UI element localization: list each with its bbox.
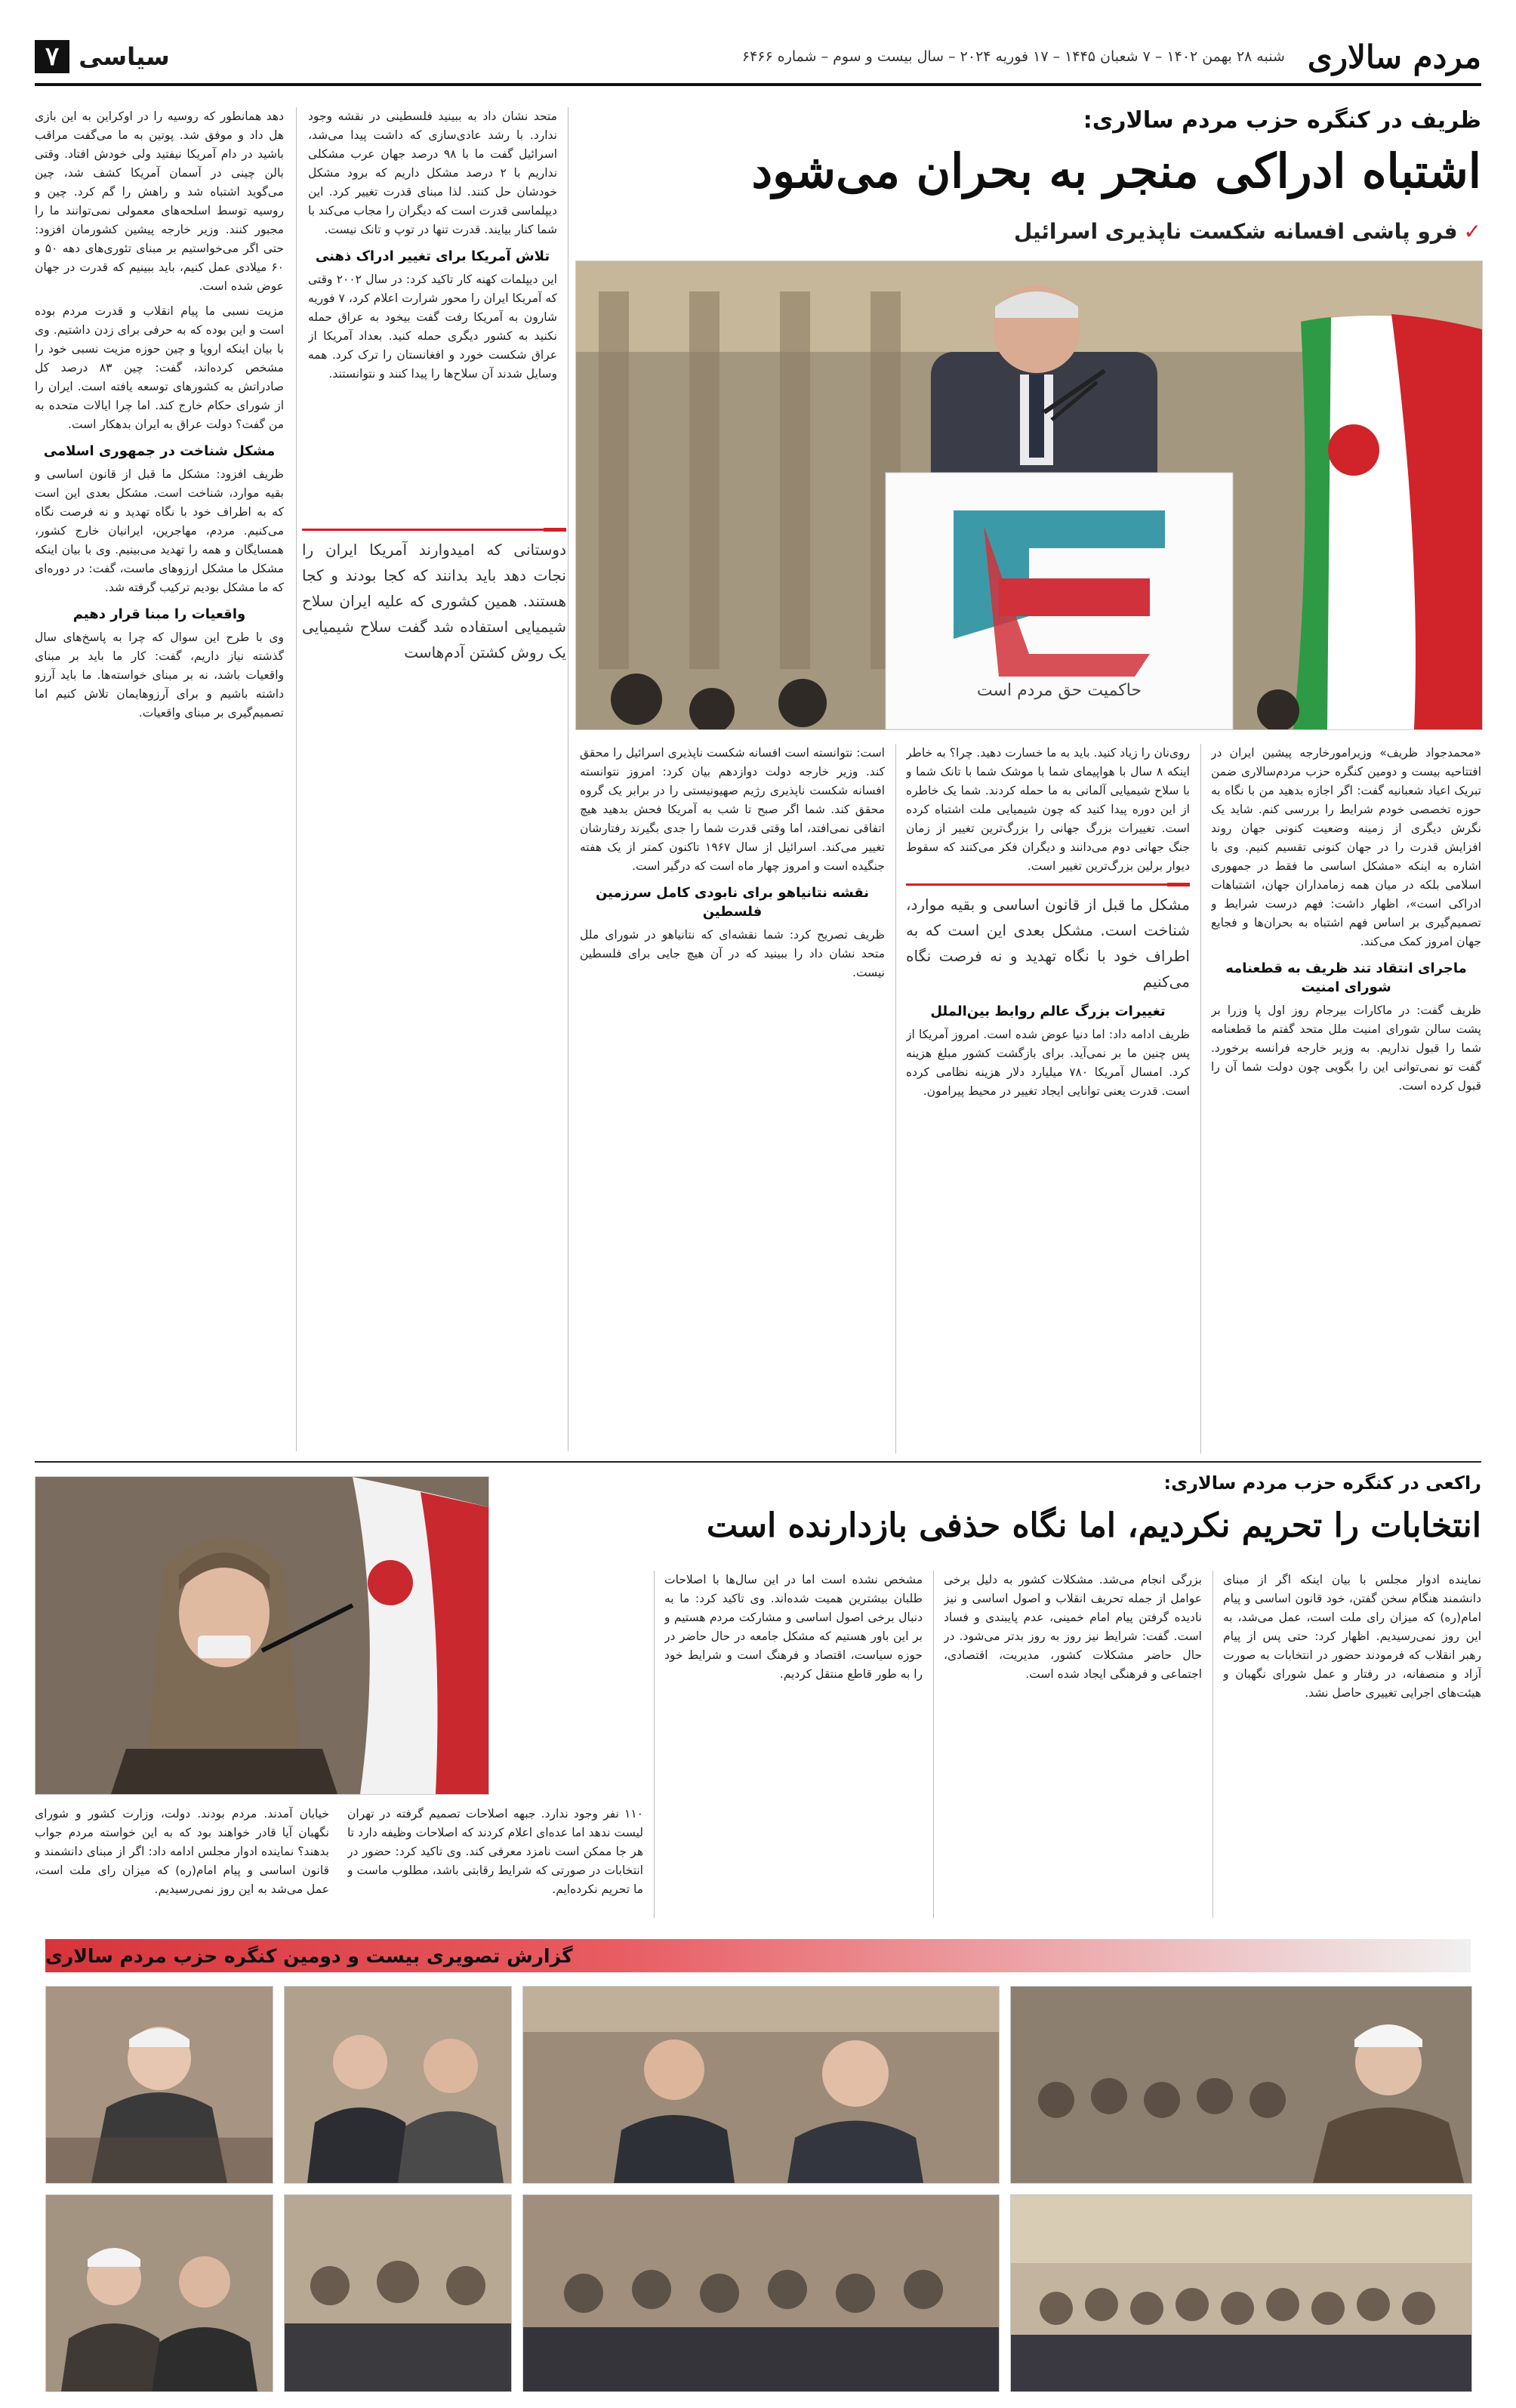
gallery-photo-2 — [284, 1986, 512, 2184]
column-d — [308, 107, 557, 1451]
column-a-paragraph: «محمدجواد ظریف» وزیرامورخارجه پیشین ایران در افتتاحیه بیست و دومین کنگره حزب مردم‌سالاری ضمن تبریک اعیاد شعبانیه گفت: اگر اجازه بدهید من با نگاه به حوزه تخصصی خودم شرایط را بررسی کنم. شاید یک نگرش دیگری از زمینه وضعیت کنونی جهان روند افزایش قدرت را در جهان کنونی تقسیم کنیم. وی با اشاره به اینکه «مشکل اساسی ما فقط در جمهوری اسلامی بلکه در میان همه زمامداران جهان، اشتباهات ادراکی است»، اظهار داشت: فهم درست شرایط و تصمیم‌گیری بر اساس فهم اشتباه به بحران‌ها و فجایع جهان امروز کمک می‌کند. — [1211, 746, 1481, 948]
gallery-photo-1 — [45, 1986, 273, 2184]
column-d-paragraph-2: این دیپلمات کهنه کار تاکید کرد: در سال ۲۰۰۲ وقتی که آمریکا ایران را محور شرارت اعلام کرد، ۷ فوریه شارون به آمریکا رفت گفت بیخود به عراق حمله نکنید به کشور دیگری حمله کنید. بعداد آمریکا از عراق شکست خورد و افغانستان را ترک کرد. همه وسایل شدند آن سلاح‌ها را پیدا کنند و نتوانستند. — [308, 273, 557, 381]
second-column-4-text: ۱۱۰ نفر وجود ندارد. جبهه اصلاحات تصمیم گرفته در تهران لیست ندهد اما عده‌ای اعلام کردند که اصلاحات وظیفه دارد تا هر جا ممکن است نامزد معرفی کند. وی تاکید کرد: حضور در انتخابات در صورتی که شرایط رقابتی باشد، مطلوب ماست و ما تحریم نکرده‌ایم. — [347, 1807, 643, 1896]
column-d-subhead: تلاش آمریکا برای تغییر ادراک ذهنی — [315, 248, 550, 264]
column-e-subhead: مشکل شناخت در جمهوری اسلامی — [43, 443, 276, 459]
pullquote-center — [906, 883, 1190, 994]
column-a-paragraph-2: ظریف گفت: در ماکارات بیرجام روز اول پا وزرا بر پشت سالن شورای امنیت ملل متحد گفتم ما قطعنامه شما را قبول نداریم. به وزیر خارجه فرانسه برخورد. گفت تو نمی‌توانی این را بگویی چون دولت شما آن را قبول کرده است. — [1211, 1004, 1481, 1093]
second-column-3 — [664, 1571, 923, 1925]
main-deck — [696, 219, 1481, 244]
second-photo — [35, 1476, 489, 1795]
column-e-paragraph-2: مزیت نسبی ما پیام انقلاب و قدرت مردم بوده است و این بوده که به حرفی برای زدن داشتیم. وی با بیان اینکه اروپا و چین حوزه مزیت نسبی خود را مشخص کرده‌اند، گفت: چین ۸۳ درصد کل صادراتش به کشورهای توسعه یافته است. ایران را از شورای حکام خارج کند. اما چرا ایالات متحده به من گفت؟ دولت عراق به ایران بدهکار است. — [35, 304, 284, 431]
flag-illustration — [1293, 314, 1482, 729]
check-icon: ✓ — [1463, 219, 1481, 244]
column-a — [1211, 744, 1481, 1454]
second-column-1 — [1223, 1571, 1481, 1925]
gallery-photo-6 — [284, 2194, 512, 2392]
column-e — [35, 107, 284, 923]
main-kicker: ظریف در کنگره حزب مردم سالاری: — [1083, 107, 1481, 134]
issue-line: شنبه ۲۸ بهمن ۱۴۰۲ – ۷ شعبان ۱۴۴۵ – ۱۷ فوریه ۲۰۲۴ – سال بیست و سوم – شماره ۶۴۶۶ — [741, 48, 1285, 65]
column-c-subhead: نقشه نتانیاهو برای نابودی کامل سرزمین فلسطین — [595, 885, 870, 920]
column-e-paragraph: دهد همانطور که روسیه را در اوکراین به این بازی هل داد و موفق شد. پوتین به ما می‌گفت مراقب باشید در دام آمریکا نیفتید ولی خودش افتاد. وقتی بالن چینی در آسمان آمریکا کشف شد، چین می‌گوید اشتباه شد و راهش را گم کرد. چین و روسیه توسط اسلحه‌های معمولی نمی‌توانند ما را مجبور کنند. وزیر خارجه پیشین کشورمان افزود: حتی اگر می‌خواستیم بر مبنای تئوری‌های دهه ۵۰ و ۶۰ میلادی عمل کنیم، باید ببینیم که قدرت در جهان عوض شده است. — [35, 109, 284, 293]
column-b-paragraph: روی‌نان را زیاد کنید. باید به ما خسارت دهید. چرا؟ به خاطر اینکه ۸ سال با هواپیمای شما با موشک شما با تانک شما و با سلاح شیمیایی آلمانی به ما حمله کردند. شما یک خاطره از این دوره پیدا کنید که چون شیمیایی ملت اشتباه کرده است. تغییرات بزرگ جهانی را بزرگ‌ترین تغییر از زمان جنگ جهانی دوم می‌دانند و دیگران فکر می‌کنند که سقوط دیوار برلین بزرگ‌ترین تغییر است. — [906, 746, 1190, 873]
gallery-photo-5 — [45, 2194, 273, 2392]
column-a-subhead: ماجرای انتقاد تند ظریف به قطعنامه شورای امنیت — [1225, 960, 1467, 995]
column-e-subhead-2: واقعیات را مبنا قرار دهیم — [72, 606, 246, 622]
main-photo — [575, 261, 1483, 730]
second-column-4 — [347, 1805, 643, 1925]
column-b-subhead: تغییرات بزرگ عالم روابط بین‌الملل — [930, 1004, 1166, 1019]
column-d-paragraph: متحد نشان داد به ببینید فلسطینی در نقشه وجود ندارد. با رشد عادی‌سازی که داشت پیدا می‌شد، اسرائیل گفت ما با ۹۸ درصد جهان عرب مشکلی نداریم با ۲ درصد مشکل داریم که برود مشکل خودشان حل کنند. لذا مبنای قدرت تغییر کرد. این دیپلماسی قدرت است که دیگران را مجاب می‌کند با شما کنار بیایند. قدرت تنها در توپ و تانک نیست. — [308, 109, 557, 236]
column-c-paragraph-2: ظریف تصریح کرد: شما نقشه‌ای که نتانیاهو در شورای ملل متحد نشان داد را ببینید که در آن هیچ جایی برای فلسطین نیست. — [580, 928, 885, 979]
main-photo-illustration — [576, 261, 1482, 729]
podium-logo-text: حاکمیت حق مردم است — [976, 681, 1142, 700]
brand-logo: مردم سالاری — [1307, 38, 1481, 76]
column-e-paragraph-3: ظریف افزود: مشکل ما قبل از قانون اساسی و بقیه موارد، شناخت است. مشکل بعدی این است که به اطراف خود با نگاه تهدید و نه فرصت نگاه می‌کنیم. مردم، مهاجرین، ایرانیان خارج کشور، همسایگان و همه را تهدید می‌بینیم. وی با بیان اینکه مشکل ما مشکل ارزوهای ماست، گفت: در دوره‌ای که ما مشکل بودیم ترکیب گرفته شد. — [35, 467, 284, 594]
column-c — [580, 744, 885, 1454]
pullquote-left-text: دوستانی که امیدوارند آمریکا ایران را نجات دهد باید بدانند که کجا بودند و کجا هستند. همین کشوری که علیه ایران سلاح شیمیایی استفاده شد گفت سلاح شیمیایی یک روش کشتن آدم‌هاست — [302, 541, 566, 661]
gallery-title: گزارش تصویری بیست و دومین کنگره حزب مردم سالاری — [45, 1944, 573, 1967]
gallery-photo-8 — [1010, 2194, 1472, 2392]
pullquote-left — [302, 529, 566, 665]
column-b-paragraph-2: ظریف ادامه داد: اما دنیا عوض شده است. امروز آمریکا از پس چنین ما بر نمی‌آید. برای بازگشت کشور مبلغ هزینه کرد. امسال آمریکا ۷۸۰ میلیارد دلار هزینه نظامی کرده است. قدرت یعنی توانایی ایجاد تغییر در محیط پیرامون. — [906, 1028, 1190, 1098]
section-name: سیاسی — [79, 42, 170, 71]
column-e-paragraph-4: وی با طرح این سوال که چرا به پاسخ‌های سال گذشته نیاز داریم، گفت: کار ما باید بر مبنای واقعیات باشد، نه بر مبنای خواسته‌ها. ما باید آرزو داشته باشیم و برای آرزوهایمان تلاش کنیم اما تصمیم‌گیری بر مبنای واقعیات. — [35, 631, 284, 720]
column-c-paragraph: است: نتوانسته است افسانه شکست ناپذیری اسرائیل را محقق کند. وزیر خارجه دولت دوازدهم بیان کرد: امروز نتوانسته افسانه شکست ناپذیری رژیم صهیونیستی را در برابر یک گروه محقق کند. شما اگر صبح تا شب به آمریکا فحش بدهید هیچ اتفاقی نمی‌افتد، اما وقتی قدرت شما را جدی بگیرند رفتارشان تغییر می‌کند. اسرائیل از سال ۱۹۶۷ تاکنون کمتر از یک هفته جنگیده است و امروز چهار ماه است که درگیر است. — [580, 746, 885, 873]
deck-text: فرو پاشی افسانه شکست ناپذیری اسرائیل — [1013, 219, 1458, 244]
gallery-photo-3 — [522, 1986, 1000, 2184]
masthead — [35, 30, 1481, 86]
gallery-photo-7 — [522, 2194, 1000, 2392]
section-tag — [35, 40, 170, 73]
second-column-3-text: مشخص نشده است اما در این سال‌ها با اصلاحات طلبان بیشترین همیت شده‌اند. وی تاکید کرد: ما به دنبال برخی اصول اساسی و مشارکت مردم هستیم و بر این باور هستیم که مشکل جامعه در حال حاضر در حوزه سیاست، اقتصاد و فرهنگ است و شرایط خود را به طور قاطع منتقل کردیم. — [664, 1573, 923, 1681]
second-column-1-text: نماینده ادوار مجلس با بیان اینکه اگر از مبنای دانشمند هنگام سخن گفتن، خود قانون اساسی و پیام امام(ره) که میزان رای ملت است، عمل می‌شد، به این روز نمی‌رسیدیم. اظهار کرد: حتی پس از پیام رهبر انقلاب که فرمودند حضور در انتخابات به صورت آزاد و منصفانه، در رفتار و عمل شورای نگهبان و هیئت‌های اجرایی تغییری حاصل نشد. — [1223, 1573, 1481, 1700]
second-column-5 — [35, 1805, 329, 1925]
page-number: ۷ — [35, 40, 69, 73]
second-column-5-text: خیابان آمدند. مردم بودند. دولت، وزارت کشور و شورای نگهبان آیا قادر خواهند بود که به این خواسته مردم جواب بدهند؟ نماینده ادوار مجلس ادامه داد: اگر از مبنای دانشمند و قانون اساسی و پیام امام(ره) که میزان رای ملت است، عمل می‌شد به این روز نمی‌رسیدیم. — [35, 1807, 329, 1896]
main-headline: اشتباه ادراکی منجر به بحران می‌شود — [751, 143, 1481, 199]
gallery-photo-4 — [1010, 1986, 1472, 2184]
second-photo-illustration — [35, 1477, 488, 1794]
gallery-title-bar — [45, 1939, 1471, 1972]
second-headline: انتخابات را تحریم نکردیم، اما نگاه حذفی بازدارنده است — [706, 1506, 1481, 1545]
second-column-2 — [944, 1571, 1202, 1925]
pullquote-center-text: مشکل ما قبل از قانون اساسی و بقیه موارد، شناخت است. مشکل بعدی این است که به اطراف خود با نگاه تهدید و نه فرصت نگاه می‌کنیم — [906, 896, 1190, 991]
second-kicker: راکعی در کنگره حزب مردم سالاری: — [1163, 1472, 1481, 1494]
second-column-2-text: بزرگی انجام می‌شد. مشکلات کشور به دلیل برخی عوامل از جمله تحریف انقلاب و اصول اساسی و نیز نادیده گرفتن پیام امام خمینی، عدم پایبندی و فساد است. گفت: شرایط نیز روز به روز بدتر می‌شود. در حال حاضر مشکلات کشور، مدیریت، اقتصادی، اجتماعی و فرهنگی ایجاد شده است. — [944, 1573, 1202, 1681]
column-b — [906, 744, 1190, 1454]
